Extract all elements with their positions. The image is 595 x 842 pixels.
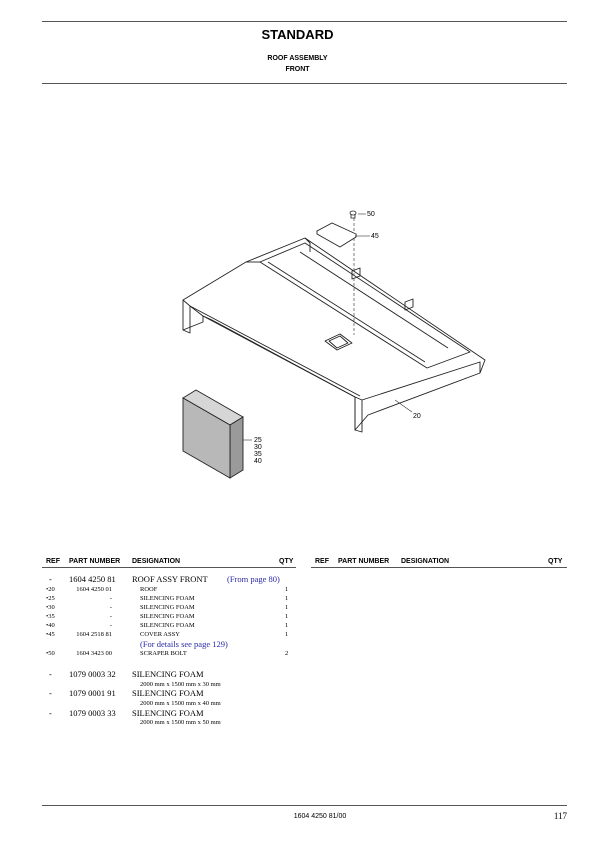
table-row-qty: 1 bbox=[285, 631, 289, 638]
col-header-qty: QTY bbox=[279, 558, 294, 565]
table-row-ref: •35 bbox=[46, 613, 55, 620]
table-row-qty: 1 bbox=[285, 622, 289, 629]
table-row-desc: SCRAPER BOLT bbox=[140, 650, 187, 657]
table-row-desc: SILENCING FOAM bbox=[140, 595, 195, 602]
table-row-ref: •25 bbox=[46, 595, 55, 602]
table-row-part: - bbox=[109, 604, 112, 611]
subtitle-position: FRONT bbox=[285, 66, 310, 73]
table-row-part: - bbox=[109, 595, 112, 602]
table-header-rule-right bbox=[311, 567, 567, 568]
table-row-ref: - bbox=[49, 708, 52, 718]
page-number: 117 bbox=[553, 811, 567, 821]
document-number: 1604 4250 81/00 bbox=[293, 813, 347, 820]
table-row-part: 1079 0003 32 bbox=[69, 669, 116, 679]
col-header-part-number: PART NUMBER bbox=[69, 558, 121, 565]
table-row-part: 1079 0001 91 bbox=[69, 688, 116, 698]
table-row-qty: 2 bbox=[285, 650, 289, 657]
footer-rule bbox=[42, 805, 567, 806]
table-row-part: 1604 2518 81 bbox=[76, 631, 112, 638]
table-row-qty: 1 bbox=[285, 613, 289, 620]
col-header-ref-right: REF bbox=[315, 558, 329, 565]
table-row-ref: •50 bbox=[46, 650, 55, 657]
table-row-qty: 1 bbox=[285, 604, 289, 611]
callout-40: 40 bbox=[254, 458, 262, 465]
col-header-designation: DESIGNATION bbox=[132, 558, 181, 565]
table-row-desc: COVER ASSY bbox=[140, 631, 180, 638]
subtitle-assembly: ROOF ASSEMBLY bbox=[267, 55, 328, 62]
table-row-spec: 2000 mm x 1500 mm x 30 mm bbox=[140, 681, 221, 688]
table-row-qty: 1 bbox=[285, 586, 289, 593]
table-row-part: 1604 4250 01 bbox=[76, 586, 112, 593]
cross-reference-link[interactable]: (From page 80) bbox=[227, 574, 280, 584]
roof-panel bbox=[183, 238, 485, 430]
table-row-spec: 2000 mm x 1500 mm x 40 mm bbox=[140, 700, 221, 707]
table-row-part: 1604 3423 00 bbox=[76, 650, 112, 657]
page-title: STANDARD bbox=[261, 27, 334, 42]
table-row-desc: SILENCING FOAM bbox=[140, 622, 195, 629]
silencing-foam-block bbox=[183, 390, 243, 478]
table-row-desc: SILENCING FOAM bbox=[132, 669, 204, 679]
table-row-part: 1079 0003 33 bbox=[69, 708, 116, 718]
table-row-part: - bbox=[109, 622, 112, 629]
table-row-ref: •20 bbox=[46, 586, 55, 593]
table-header-rule-left bbox=[42, 567, 296, 568]
col-header-ref: REF bbox=[46, 558, 60, 565]
callout-50: 50 bbox=[367, 211, 375, 218]
table-row-ref: - bbox=[49, 574, 52, 584]
table-row-desc: SILENCING FOAM bbox=[132, 688, 204, 698]
callout-25: 25 bbox=[254, 437, 262, 444]
table-row-part: - bbox=[109, 613, 112, 620]
table-row-desc: SILENCING FOAM bbox=[132, 708, 204, 718]
callout-20: 20 bbox=[413, 413, 421, 420]
callout-45: 45 bbox=[371, 233, 379, 240]
table-row-desc: ROOF bbox=[140, 586, 158, 593]
table-row-spec: 2000 mm x 1500 mm x 50 mm bbox=[140, 719, 221, 726]
table-row-desc: ROOF ASSY FRONT bbox=[132, 574, 208, 584]
col-header-qty-right: QTY bbox=[548, 558, 563, 565]
table-row-ref: - bbox=[49, 688, 52, 698]
callout-35: 35 bbox=[254, 451, 262, 458]
cross-reference-link[interactable]: (For details see page 129) bbox=[140, 639, 228, 649]
col-header-designation-right: DESIGNATION bbox=[401, 558, 450, 565]
col-header-part-number-right: PART NUMBER bbox=[338, 558, 390, 565]
scraper-bolt-icon bbox=[350, 211, 356, 218]
table-row-part: 1604 4250 81 bbox=[69, 574, 116, 584]
table-row-ref: •40 bbox=[46, 622, 55, 629]
table-row-desc: SILENCING FOAM bbox=[140, 613, 195, 620]
table-row-desc: SILENCING FOAM bbox=[140, 604, 195, 611]
table-row-qty: 1 bbox=[285, 595, 289, 602]
table-row-ref: •30 bbox=[46, 604, 55, 611]
callout-30: 30 bbox=[254, 444, 262, 451]
table-row-ref: - bbox=[49, 669, 52, 679]
table-row-ref: •45 bbox=[46, 631, 55, 638]
